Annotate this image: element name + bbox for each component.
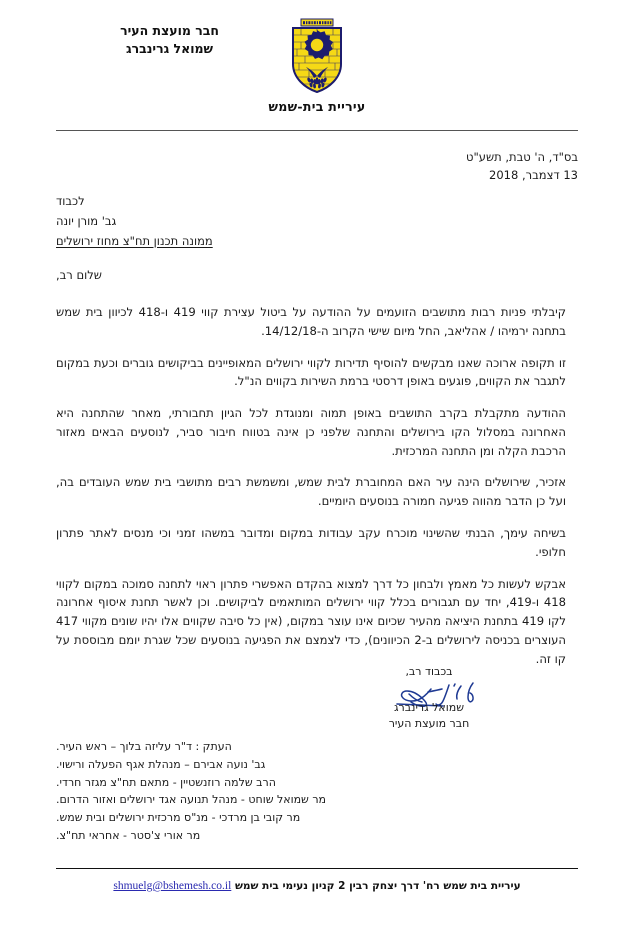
cc-line	[56, 738, 326, 756]
city-logo-block	[0, 18, 634, 114]
body-paragraph: אזכיר, שירושלים הינה עיר האם המחוברת לבית שמש, ומשמשת רבים מתושבי בית שמש העובדים בה, ועל כן הדבר מהווה פגיעה חמורה בנוסעים היומיים.	[56, 475, 566, 509]
body-paragraph: אבקש לעשות כל מאמץ ולבחון כל דרך למצוא בהקדם האפשרי פתרון ראוי לתחנה סמוכה במקום לקווי 418 ו-419, יחד עם תגבורים בכלל קווי ירושלים המותאמים לביקושים. וכן לאשר תחנת איסוף אחרונה לקו 419 בתחנת היציאה מהעיר שכיום אינו עוצר במקום, (אין כל סיבה שקווים אלו יהיו שונים מקווי 417 העוצרים בכניסה לירושלים ב-2 הכיוונים), כדי לצמצם את הפגיעה בנוסעים שכל שגרת יומם מבוססת על קו זה.	[56, 576, 566, 666]
recipient-honorific: לכבוד	[56, 194, 85, 208]
body-paragraph: קיבלתי פניות רבות מתושבים הזועמים על ההודעה על ביטול עצירת קווי 419 ו-418 לכיוון בית שמש בתחנה ירמיהו / אהליאב, החל מיום שישי הקרוב ה-14/12/18.	[56, 305, 566, 338]
city-name-label: עיריית בית-שמש	[268, 99, 366, 114]
cc-list	[56, 738, 326, 845]
recipient-name: גב' מורן יונה	[56, 213, 117, 228]
cc-line: הרב שלמה רוזנשטיין - מתאם תח"צ מגזר חרדי.	[56, 775, 276, 789]
footer	[56, 880, 578, 892]
recipient-block	[56, 192, 213, 251]
letter-body	[56, 303, 566, 669]
gregorian-date: 13 דצמבר, 2018	[489, 168, 578, 183]
date-block	[466, 148, 578, 185]
body-paragraph: בשיחה עימך, הבנתי שהשינוי מוכרח עקב עבודות במקום ומדובר במשהו זמני וכי מנסים לאתר פתרון חלופי.	[56, 526, 566, 559]
cc-line: מר קובי בן מרדכי - מנ"ס מרכזית ירושלים ובית שמש.	[56, 811, 301, 825]
footer-divider	[56, 868, 578, 869]
cc-line: מר שמואל שוחט - מנהל תנועה אגד ירושלים ואזור הדרום.	[56, 793, 327, 807]
hebrew-date: בס"ד, ה' טבת, תשע"ט	[466, 150, 578, 164]
cc-label: העתק :	[195, 740, 232, 753]
signature-block	[354, 664, 504, 733]
cc-recipient: ד"ר עליזה בלוך – ראש העיר.	[56, 740, 192, 753]
footer-address: עיריית בית שמש רח' דרך יצחק רבין 2 קניון נעימי בית שמש	[234, 880, 521, 892]
bet-shemesh-crest-icon	[285, 18, 349, 94]
sender-role: חבר מועצת העיר	[120, 23, 219, 38]
cc-line: גב' נועה אבירם – מנהלת אגף הפעלה ורישוי.	[56, 757, 266, 771]
signature-role: חבר מועצת העיר	[388, 717, 470, 730]
cc-line: מר אורי צ'סטר - אחראי תח"צ.	[56, 829, 201, 843]
letterhead	[0, 0, 634, 128]
signature-name: שמואל גרינברג	[393, 700, 465, 714]
recipient-title: ממונה תכנון תח"צ מחוז ירושלים	[56, 233, 213, 248]
footer-email-link[interactable]: shmuelg@bshemesh.co.il	[113, 880, 232, 892]
sender-name: שמואל גרינברג	[126, 41, 214, 57]
salutation: שלום רב,	[56, 268, 102, 282]
body-paragraph: זו תקופה ארוכה שאנו מבקשים להוסיף תדירות לקווי ירושלים המאופיינים בביקושים גוברים וכעת במקום לתגבר את הקווים, פוגעים באופן דרסטי ברמת השירות בקווים הנ"ל.	[56, 355, 566, 389]
body-paragraph: ההודעה מתקבלת בקרב התושבים באופן תמוה ומנוגדת לכל הגיון תחבורתי, מאחר שהתחנה היא האחרונה במסלול הקו בירושלים והתחנה שלפני כן אינה בטווח חיבור סביר, לנוסעים הבאים מאזור הרכבת הקלה ומן התחנה המרכזית.	[56, 406, 566, 458]
header-divider	[56, 130, 578, 131]
signature-closing: בכבוד רב,	[405, 665, 453, 678]
